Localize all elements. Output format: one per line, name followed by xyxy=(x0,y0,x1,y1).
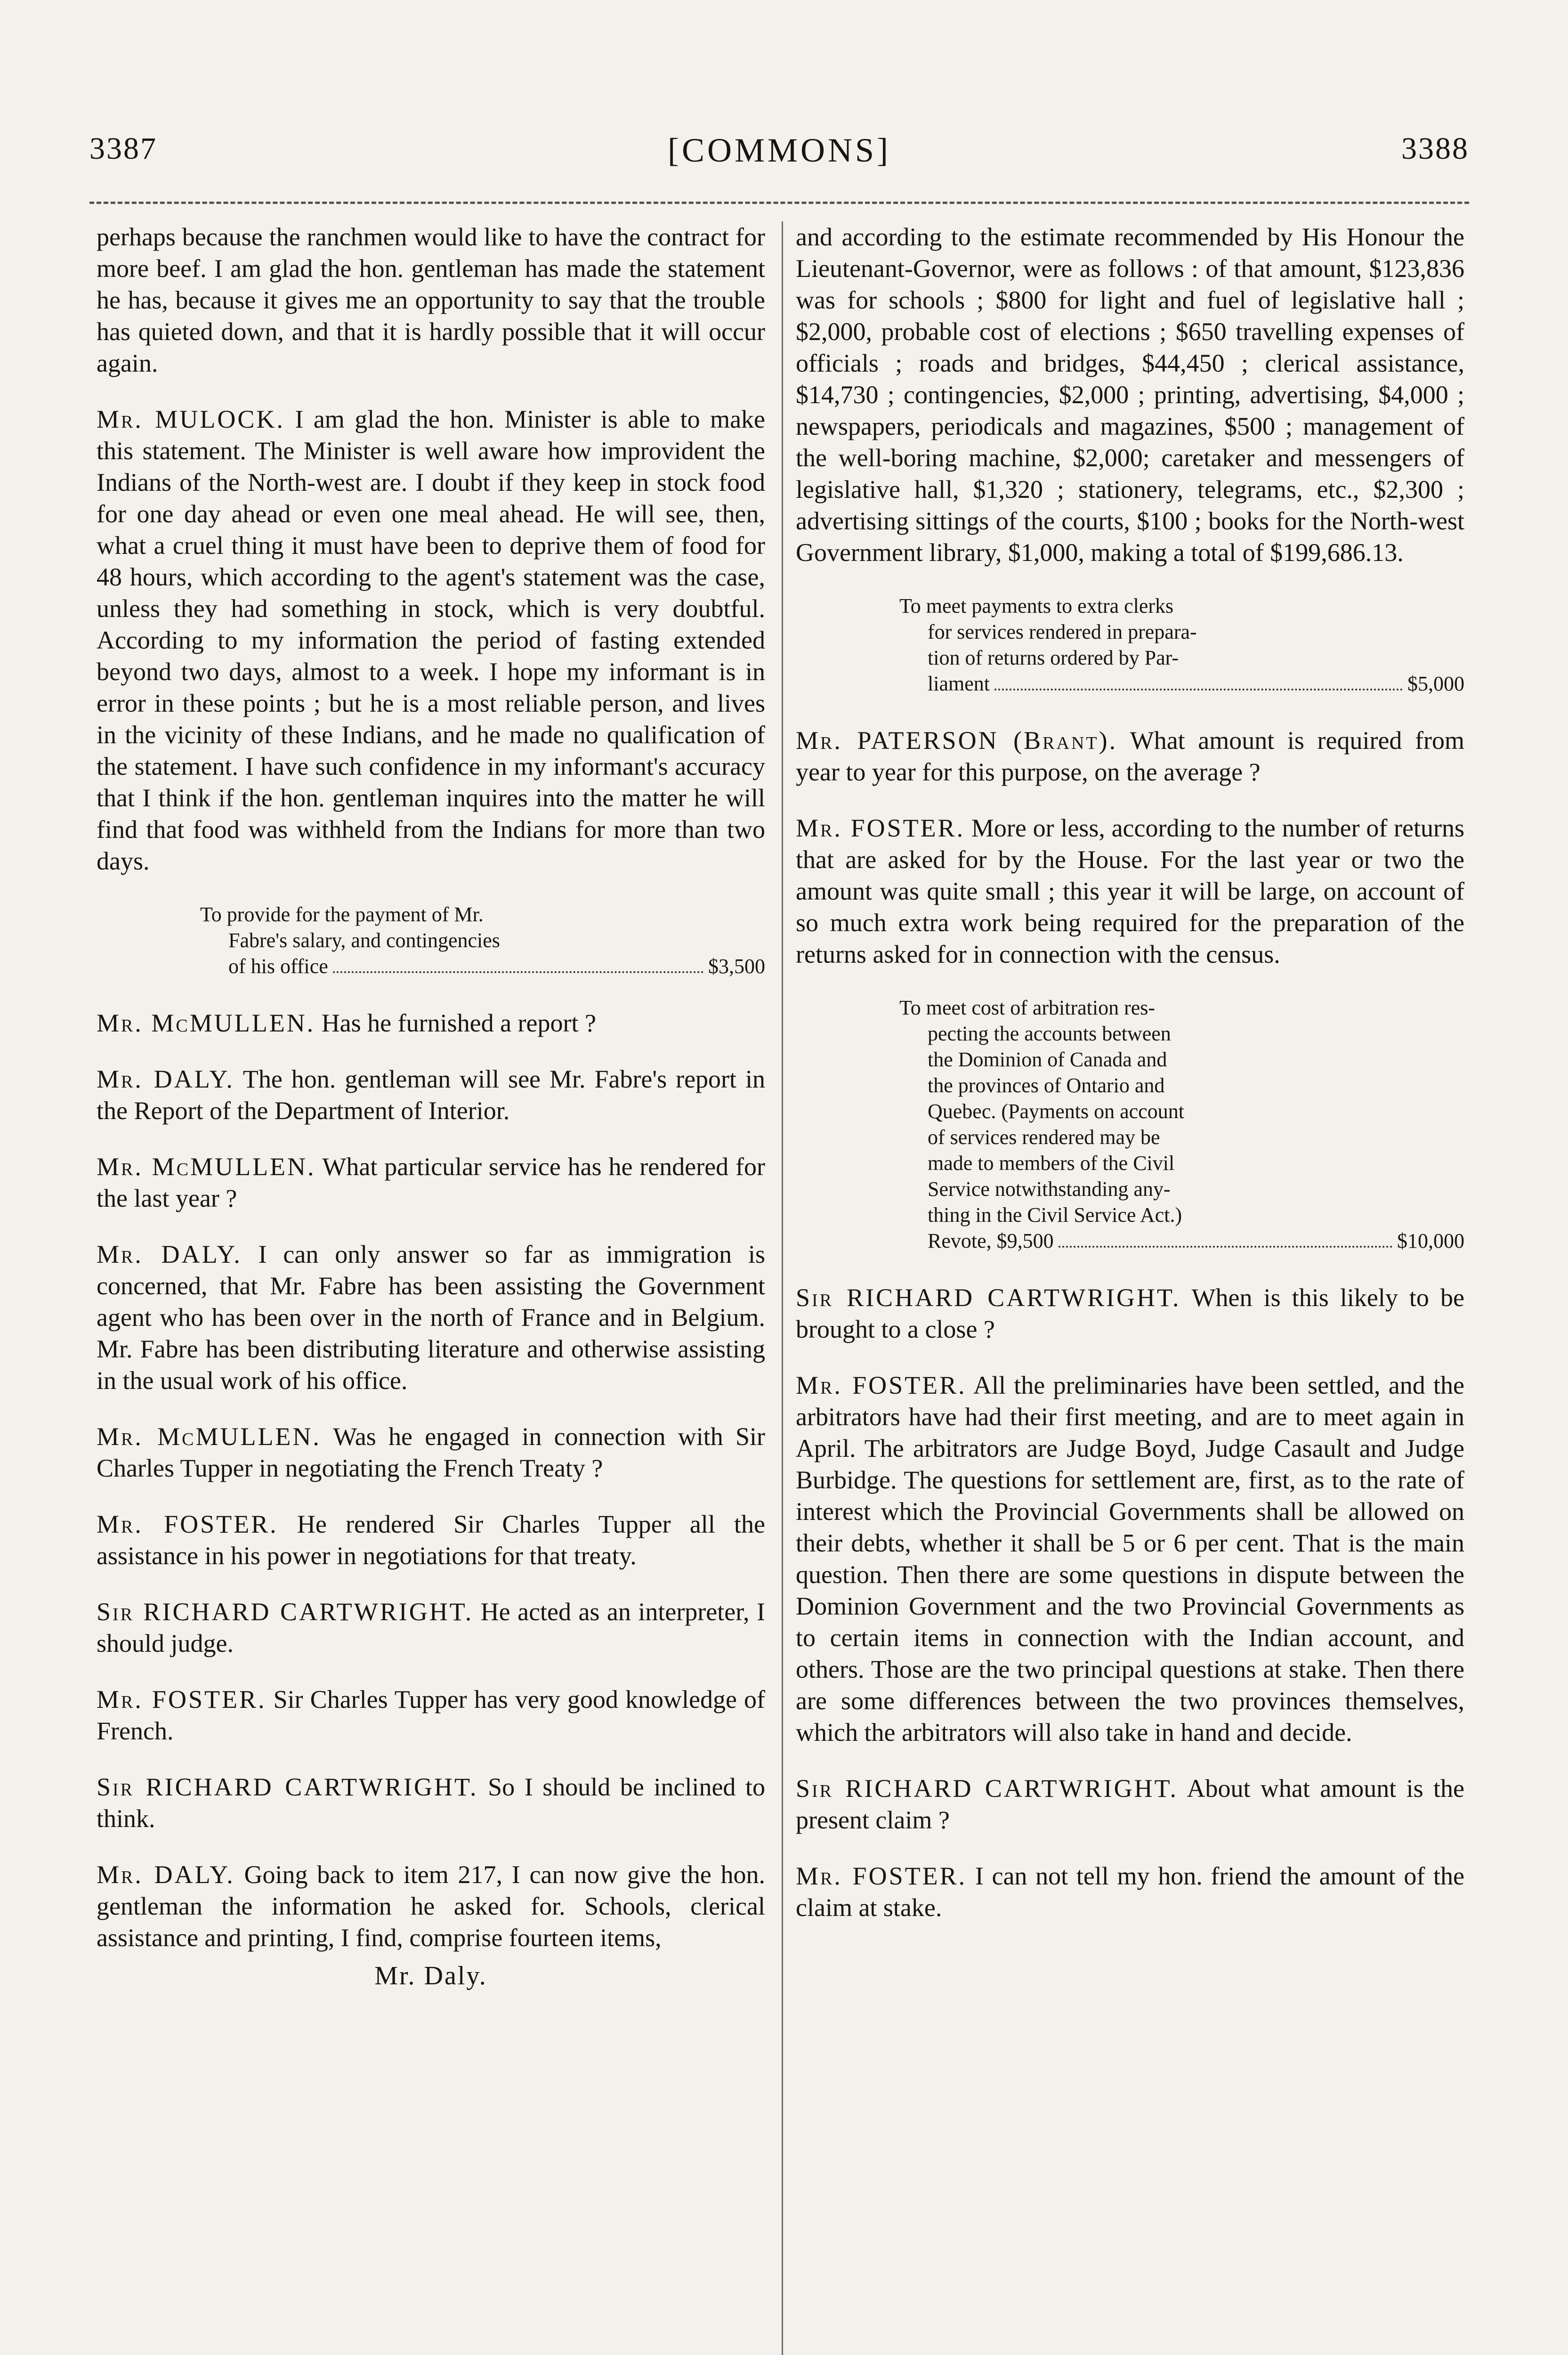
paragraph: Mr. DALY. Going back to item 217, I can now give the hon. gentleman the information he asked for. Schools, clerical assistance and printing, I find, comprise fourteen items, xyxy=(97,1860,765,1952)
speaker-name: Sir RICHARD CARTWRIGHT. xyxy=(97,1598,474,1626)
estimate-item: To provide for the payment of Mr. Fabre's salary, and contingencies of his office $3,500 xyxy=(200,901,765,979)
speaker-name: Mr. MULOCK. xyxy=(97,405,285,433)
item-amount: $3,500 xyxy=(708,955,765,978)
paragraph: and according to the estimate recommended by His Honour the Lieutenant-Governor, were as follows : of that amount, $123,836 was for schools ; $800 for light and fuel of legislative hall ; $2,000, probable cost of elections ; $650 travelling expenses of officials ; roads and bridges, $44,450 ; clerical assistance, $14,730 ; contingencies, $2,000 ; printing, advertising, $4,000 ; newspapers, periodicals and magazines, $500 ; management of the well-boring machine, $2,000; caretaker and messengers of legislative hall, $1,320 ; stationery, telegrams, etc., $2,300 ; advertising sittings of the courts, $100 ; books for the North-west Government library, $1,000, making a total of $199,686.13. xyxy=(796,223,1464,567)
header-rule xyxy=(89,202,1469,204)
paragraph: Sir RICHARD CARTWRIGHT. So I should be inclined to think. xyxy=(97,1773,766,1833)
paragraph: Mr. FOSTER. More or less, according to the number of returns that are asked for by the House. For the last year or two the amount was quite small ; this year it will be large, on account of so much extra work being required for the preparation of the returns asked for in connection with the census. xyxy=(796,814,1465,968)
catchword: Mr. Daly. xyxy=(374,1961,487,1990)
paragraph: Mr. FOSTER. All the preliminaries have been settled, and the arbitrators have had their first meeting, and are to meet again in April. The arbitrators are Judge Boyd, Judge Casault and Judge Burbidge. The questions for settlement are, first, as to the rate of interest which the Provincial Governments shall be allowed on their debts, whether it shall be 5 or 6 per cent. That is the main question. Then there are some questions in dispute between the Dominion Government and the two Provincial Governments as to certain items in connection with the Indian account, and others. Those are the two principal questions at stake. Then there are some differences between the two provinces themselves, which the arbitrators will also take in hand and decide. xyxy=(796,1371,1464,1746)
paragraph: Mr. DALY. I can only answer so far as immigration is concerned, that Mr. Fabre has been assisting the Government agent who has been over in the north of France and in Belgium. Mr. Fabre has been distributing literature and otherwise assisting in the usual work of his office. xyxy=(97,1240,765,1395)
speaker-name: Mr. McMULLEN. xyxy=(97,1009,315,1037)
speaker-name: Mr. FOSTER. xyxy=(97,1510,278,1538)
speaker-name: Mr. PATERSON (Brant). xyxy=(796,726,1118,755)
item-amount: $5,000 xyxy=(1407,672,1464,695)
paragraph: Mr. PATERSON (Brant). What amount is required from year to year for this purpose, on the average ? xyxy=(796,726,1464,786)
paragraph: Sir RICHARD CARTWRIGHT. He acted as an interpreter, I should judge. xyxy=(97,1598,765,1657)
left-column xyxy=(97,221,765,1992)
speaker-name: Mr. McMULLEN. xyxy=(97,1153,316,1181)
speaker-name: Mr. FOSTER. xyxy=(97,1685,267,1713)
speaker-name: Mr. FOSTER. xyxy=(796,1862,967,1890)
column-divider xyxy=(782,221,783,2355)
paragraph: Mr. McMULLEN. Was he engaged in connection with Sir Charles Tupper in negotiating the French Treaty ? xyxy=(97,1422,765,1482)
paragraph: Mr. McMULLEN. Has he furnished a report ? xyxy=(97,1009,596,1037)
speaker-name: Mr. FOSTER. xyxy=(796,1371,967,1399)
paragraph: Mr. FOSTER. Sir Charles Tupper has very good knowledge of French. xyxy=(97,1685,765,1745)
paragraph: Mr. DALY. The hon. gentleman will see Mr. Fabre's report in the Report of the Department of Interior. xyxy=(97,1065,765,1125)
paragraph: perhaps because the ranchmen would like to have the contract for more beef. I am glad the hon. gentleman has made the statement he has, because it gives me an opportunity to say that the trouble has quieted down, and that it is hardly possible that it will occur again. xyxy=(97,223,765,377)
paragraph: Mr. MULOCK. I am glad the hon. Minister is able to make this statement. The Minister is well aware how improvident the Indians of the North-west are. I doubt if they keep in stock food for one day ahead or even one meal ahead. He will see, then, what a cruel thing it must have been to deprive them of food for 48 hours, which according to the agent's statement was the case, unless they had something in stock, which is very doubtful. According to my information the period of fasting extended beyond two days, almost to a week. I hope my informant is in error in these points ; but he is a most reliable person, and lives in the vicinity of these Indians, and he made no qualification of the statement. I have such confidence in my informant's accuracy that I think if the hon. gentleman inquires into the matter he will find that food was withheld from the Indians for more than two days. xyxy=(97,405,766,875)
speaker-name: Mr. FOSTER. xyxy=(796,814,965,842)
estimate-item: To meet cost of arbitration res- pecting the accounts between the Dominion of Canada and the provinces of Ontario and Quebec. (Payments on account of services rendered may be made to members of the Civil Service notwithstanding any- thing in the Civil Service Act.) Revote, $9,500 $10,000 xyxy=(899,995,1464,1254)
paragraph: Mr. FOSTER. He rendered Sir Charles Tupper all the assistance in his power in negotiations for that treaty. xyxy=(97,1510,766,1570)
speaker-name: Mr. McMULLEN. xyxy=(97,1422,321,1451)
paragraph: Mr. McMULLEN. What particular service has he rendered for the last year ? xyxy=(97,1153,765,1212)
speaker-name: Mr. DALY. xyxy=(97,1240,242,1268)
page-number-left: 3387 xyxy=(89,131,157,166)
speaker-name: Mr. DALY. xyxy=(97,1860,235,1889)
paragraph: Sir RICHARD CARTWRIGHT. About what amount is the present claim ? xyxy=(796,1774,1464,1834)
item-amount: $10,000 xyxy=(1397,1229,1464,1252)
speaker-name: Sir RICHARD CARTWRIGHT. xyxy=(97,1773,478,1801)
speaker-name: Sir RICHARD CARTWRIGHT. xyxy=(796,1774,1179,1803)
page-title: [COMMONS] xyxy=(667,131,891,169)
speaker-name: Sir RICHARD CARTWRIGHT. xyxy=(796,1283,1181,1312)
paragraph: Sir RICHARD CARTWRIGHT. When is this likely to be brought to a close ? xyxy=(796,1283,1464,1343)
estimate-item: To meet payments to extra clerks for services rendered in prepara- tion of returns ordered by Par- liament $5,000 xyxy=(899,593,1464,697)
paragraph: Mr. FOSTER. I can not tell my hon. friend the amount of the claim at stake. xyxy=(796,1862,1464,1922)
speaker-name: Mr. DALY. xyxy=(97,1065,234,1093)
page-number-right: 3388 xyxy=(1401,131,1469,166)
right-column xyxy=(796,221,1464,1948)
page-header xyxy=(89,131,1469,187)
